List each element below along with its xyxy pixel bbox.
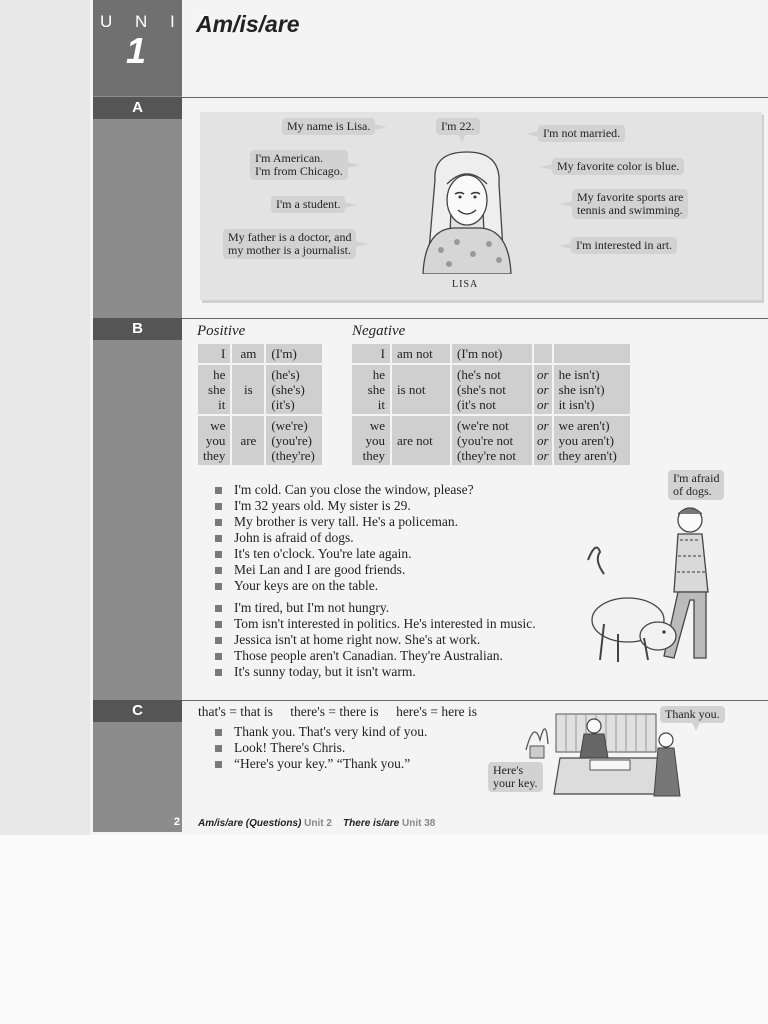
bubble-line: My father is a doctor, and [228,230,352,244]
table-row [198,365,322,414]
speech-bubble-key [488,762,543,792]
table-cell: I [352,344,390,363]
list-item: I'm 32 years old. My sister is 29. [214,498,474,514]
xref-topic: Am/is/are (Questions) [198,818,302,829]
bubble-line: Here's [493,763,524,777]
list-item: I'm cold. Can you close the window, please? [214,482,474,498]
table-cell: (I'm) [266,344,322,363]
negative-table [350,342,632,467]
table-cell: we aren't) you aren't) they aren't) [554,416,630,465]
list-item: Tom isn't interested in politics. He's interested in music. [214,616,536,632]
table-cell: he isn't) she isn't) it isn't) [554,365,630,414]
table-cell: he she it [352,365,390,414]
positive-heading: Positive [197,323,246,339]
xref-link[interactable] [198,818,332,829]
table-cell [554,344,630,363]
table-row [198,344,322,363]
table-cell: is [232,365,264,414]
table-row [198,416,322,465]
unit-number: 1 [126,30,147,71]
table-row [352,365,630,414]
list-item: Thank you. That's very kind of you. [214,724,427,740]
list-item: Look! There's Chris. [214,740,427,756]
table-cell: are not [392,416,450,465]
bubble-line: your key. [493,776,538,790]
table-cell: or or or [534,416,552,465]
unit-word: U N I T [100,12,217,31]
speech-bubble: I'm not married. [538,125,625,142]
table-cell: or or or [534,365,552,414]
speech-bubble-multiline [572,189,688,219]
illustration-caption: LISA [452,279,479,290]
speech-bubble-thanks: Thank you. [660,706,725,723]
list-item: My brother is very tall. He's a policeman. [214,514,474,530]
dog-illustration [578,500,728,670]
table-cell: we you they [198,416,230,465]
list-item: Your keys are on the table. [214,578,474,594]
bubble-line: I'm American. [255,151,324,165]
table-cell: am [232,344,264,363]
equation: that's = that is [198,704,273,719]
speech-bubble-multiline [250,150,348,180]
section-label-a: A [93,97,182,119]
bubble-line: tennis and swimming. [577,203,683,217]
table-cell: we you they [352,416,390,465]
divider [182,318,768,319]
xref-topic: There is/are [343,818,400,829]
bubble-line: My favorite sports are [577,190,684,204]
xref-unit: Unit 2 [304,818,332,829]
negative-heading: Negative [352,323,406,339]
list-item: I'm tired, but I'm not hungry. [214,600,536,616]
list-item: Those people aren't Canadian. They're Australian. [214,648,536,664]
blank-area [0,835,768,1024]
negative-examples-list [214,600,536,680]
section-c-examples-list [214,724,427,772]
xref-unit: Unit 38 [401,818,436,829]
bubble-line: my mother is a journalist. [228,243,351,257]
bubble-line: of dogs. [673,484,712,498]
speech-bubble: My favorite color is blue. [552,158,684,175]
contraction-equations [198,704,491,720]
section-label-c: C [93,700,182,722]
equation: here's = here is [396,704,477,719]
page-title: Am/is/are [196,11,300,37]
table-cell: I [198,344,230,363]
table-cell: (he's not (she's not (it's not [452,365,532,414]
list-item: Jessica isn't at home right now. She's at work. [214,632,536,648]
list-item: “Here's your key.” “Thank you.” [214,756,427,772]
cross-reference-footer [198,818,435,829]
table-cell: is not [392,365,450,414]
equation: there's = there is [290,704,379,719]
list-item: Mei Lan and I are good friends. [214,562,474,578]
table-row [352,416,630,465]
hotel-reception-illustration [520,710,696,798]
table-cell [534,344,552,363]
speech-bubble: I'm a student. [271,196,345,213]
positive-table [196,342,324,467]
scan-margin [0,0,90,840]
divider [182,97,768,98]
table-cell: are [232,416,264,465]
list-item: John is afraid of dogs. [214,530,474,546]
table-cell: (we're) (you're) (they're) [266,416,322,465]
table-row [352,344,630,363]
table-cell: am not [392,344,450,363]
table-cell: he she it [198,365,230,414]
table-cell: (he's) (she's) (it's) [266,365,322,414]
speech-bubble: I'm interested in art. [571,237,677,254]
speech-bubble: My name is Lisa. [282,118,375,135]
lisa-illustration [413,150,521,274]
divider [182,700,768,701]
list-item: It's sunny today, but it isn't warm. [214,664,536,680]
bubble-line: I'm afraid [673,471,720,485]
positive-examples-list [214,482,474,594]
speech-bubble: I'm 22. [436,118,480,135]
speech-bubble-multiline [223,229,356,259]
table-cell: (I'm not) [452,344,532,363]
table-cell: (we're not (you're not (they're not [452,416,532,465]
list-item: It's ten o'clock. You're late again. [214,546,474,562]
xref-link[interactable] [343,818,435,829]
bubble-line: I'm from Chicago. [255,164,343,178]
page-number: 2 [173,816,180,828]
speech-bubble-dogs [668,470,724,500]
section-label-b: B [93,318,182,340]
